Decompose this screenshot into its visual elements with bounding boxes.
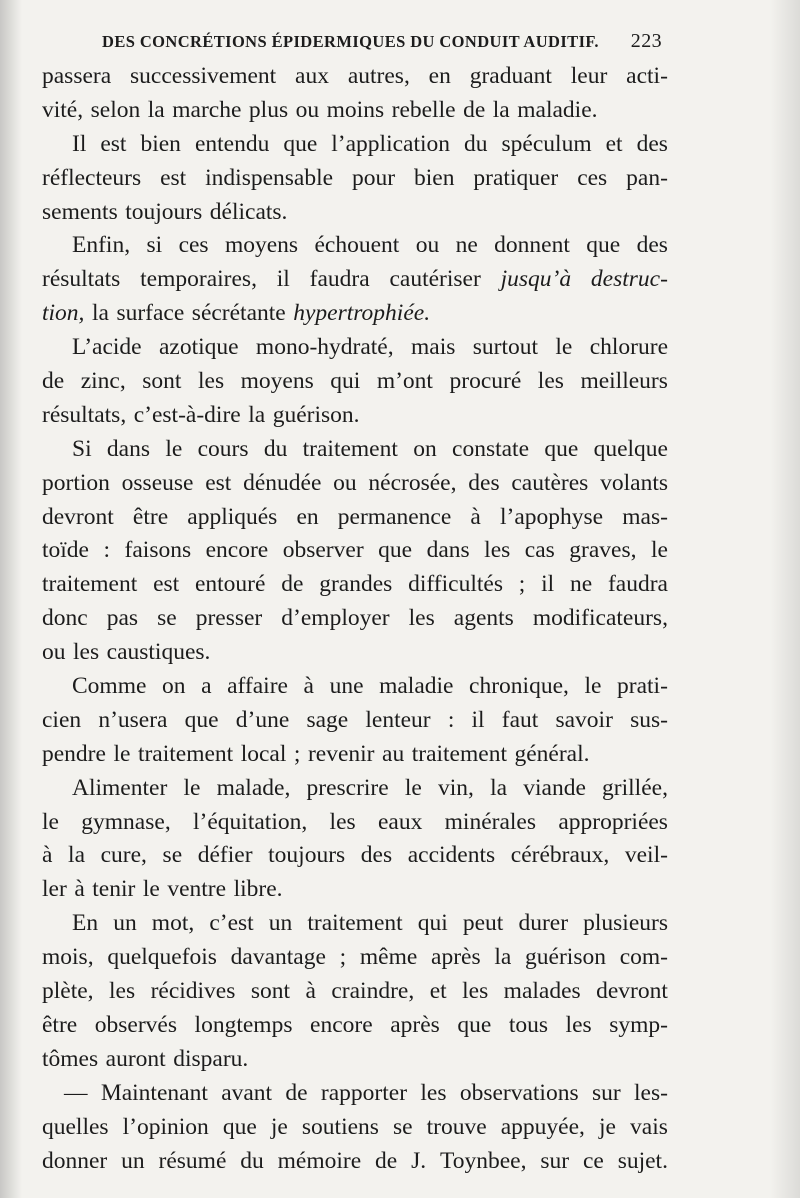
page-header [102, 30, 662, 60]
text-line: pendre le traitement local ; revenir au traitement général. [42, 740, 590, 767]
text-line: passera successivement aux autres, en graduant leur acti- [42, 63, 668, 89]
text-line: sements toujours délicats. [42, 198, 288, 225]
text-line: tion, la surface sécrétante hypertrophiée. [42, 300, 431, 327]
page-number: 223 [630, 30, 662, 52]
text-line: Alimenter le malade, prescrire le vin, la viande grillée, [72, 774, 668, 801]
text-line: résultats temporaires, il faudra cautériser jusqu’à destruc- [42, 266, 668, 293]
text-line: mois, quelquefois davantage ; même après la guérison com- [42, 944, 668, 971]
text-line: quelles l’opinion que je soutiens se trouve appuyée, je vais [42, 1113, 668, 1140]
text-line: à la cure, se défier toujours des accidents cérébraux, veil- [42, 842, 668, 869]
text-line: résultats, c’est-à-dire la guérison. [42, 401, 360, 428]
text-line: cien n’usera que d’une sage lenteur : il faut savoir sus- [42, 706, 668, 733]
text-line: Si dans le cours du traitement on constate que quelque [72, 435, 668, 462]
text-line: être observés longtemps encore après que tous les symp- [42, 1011, 668, 1038]
body-text [42, 60, 668, 1178]
text-line: donc pas se presser d’employer les agents modificateurs, [42, 605, 668, 632]
text-line: de zinc, sont les moyens qui m’ont procuré les meilleurs [42, 368, 668, 395]
text-line: portion osseuse est dénudée ou nécrosée, des cautères volants [42, 469, 668, 496]
text-line: L’acide azotique mono-hydraté, mais surtout le chlorure [72, 334, 668, 361]
text-line: toïde : faisons encore observer que dans les cas graves, le [42, 537, 668, 564]
text-line: Il est bien entendu que l’application du spéculum et des [72, 130, 668, 157]
text-line: — Maintenant avant de rapporter les observations sur les- [64, 1079, 668, 1106]
text-line: vité, selon la marche plus ou moins rebelle de la maladie. [42, 96, 598, 123]
text-line: donner un résumé du mémoire de J. Toynbee, sur ce sujet. [42, 1147, 668, 1174]
text-line: réflecteurs est indispensable pour bien pratiquer ces pan- [42, 164, 668, 191]
text-line: ou les caustiques. [42, 639, 211, 666]
text-line: Comme on a affaire à une maladie chronique, le prati- [72, 673, 668, 700]
text-line: tômes auront disparu. [42, 1045, 249, 1072]
text-line: traitement est entouré de grandes difficultés ; il ne faudra [42, 571, 668, 598]
text-line: En un mot, c’est un traitement qui peut durer plusieurs [72, 910, 668, 937]
running-title: DES CONCRÉTIONS ÉPIDERMIQUES DU CONDUIT AUDITIF. [102, 32, 599, 51]
text-line: plète, les récidives sont à craindre, et les malades devront [42, 978, 668, 1005]
text-line: devront être appliqués en permanence à l’apophyse mas- [42, 503, 668, 530]
text-line: ler à tenir le ventre libre. [42, 876, 283, 903]
text-line: le gymnase, l’équitation, les eaux minérales appropriées [42, 808, 668, 835]
text-line: Enfin, si ces moyens échouent ou ne donnent que des [72, 232, 668, 259]
